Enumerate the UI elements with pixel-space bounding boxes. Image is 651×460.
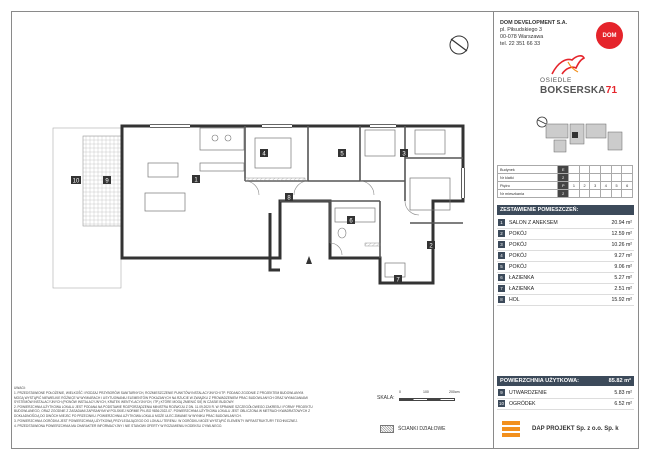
room-area: 9.27 m² (614, 253, 632, 259)
total-label: POWIERZCHNIA UŻYTKOWA: (500, 378, 580, 384)
sheet-divider (493, 11, 494, 449)
key-plan (536, 112, 626, 158)
dap-text: DAP PROJEKT Sp. z o.o. Sp. k (532, 426, 619, 432)
info-cell (611, 166, 622, 174)
extra-name: OGRÓDEK (509, 401, 536, 407)
total-value: 85.82 m² (608, 378, 631, 384)
plan-label-7: 7 (396, 277, 400, 284)
legend (380, 425, 446, 433)
info-row-apartment (498, 190, 633, 198)
extra-row (497, 399, 634, 410)
info-cell: 2 (579, 182, 590, 190)
extra-num: 10 (499, 401, 504, 406)
room-num: 7 (498, 285, 505, 292)
room-name: POKÓJ (509, 242, 527, 248)
plan-label-3: 3 (402, 151, 406, 158)
project-line2 (540, 85, 617, 96)
info-cell (579, 174, 590, 182)
plan-label-1: 1 (194, 177, 198, 184)
info-cell (622, 190, 633, 198)
room-row (497, 229, 634, 240)
info-cell (590, 174, 601, 182)
info-cell: 6 (622, 182, 633, 190)
company-info (500, 20, 567, 48)
note-2: 2. POWIERZCHNIA UŻYTKOWA LOKALU JEST PODANA NA PODSTAWIE ROZPORZĄDZENIA MINISTRA ROZWOJU Z DN. 11.09.2020 R. W SPRAWIE SZCZEGÓŁOWEGO ZAKRESU I FORMY PROJEKTU BUDOWLANEGO, ORAZ ZGODNIE Z ZASADAMI ZAPISANYMI W POLSKIEJ NORMIE PN-ISO 9836:2022-07. POWIERZCHNIA UŻYTKOWA LOKALU JEST OBLICZONA W METRACH KWADRATOWYCH Z DOKŁADNOŚCIĄ DO DWÓCH MIEJSC PO PRZECINKU. POWIERZCHNIA UŻYTKOWA LOKALU MOŻE ULEC ZMIANIE W WYNIKU PRAC BUDOWLANYCH. (14, 405, 313, 418)
dap-logo-icon (502, 421, 520, 439)
room-num: 6 (498, 274, 505, 281)
extra-name: UTWARDZENIE (509, 390, 547, 396)
info-cell (601, 166, 612, 174)
project-number: 71 (605, 85, 618, 96)
info-label: Budynek (498, 166, 558, 174)
plan-label-6: 6 (349, 218, 353, 225)
project-logo (540, 50, 630, 104)
room-name: ŁAZIENKA (509, 275, 535, 281)
room-num: 4 (498, 252, 505, 259)
room-area: 20.94 m² (611, 220, 632, 226)
legend-label: ŚCIANKI DZIAŁOWE (398, 426, 446, 432)
extra-row (497, 388, 634, 399)
room-row (497, 240, 634, 251)
rooms-title: ZESTAWIENIE POMIESZCZEŃ: (497, 205, 634, 215)
room-name: POKÓJ (509, 253, 527, 259)
info-label: Nr mieszkania (498, 190, 558, 198)
note-1: 1. PRZEDSTAWIONE POŁOŻENIE, WIELKOŚĆ I RODZAJ PRZYBORÓW SANITARNYCH, ROZMIESZCZENIE PUNKTÓW INSTALACYJNYCH ITP. PODANO ZGODNIE Z PROJEKTEM BUDOWLANYM. MOGĄ WYSTĄPIĆ NIEWIELKIE RÓŻNICE W WYMIARACH I USYTUOWANIU ELEMENTÓW POKAZANYCH NA RZUCIE W ZWIĄZKU Z PROWADZENIEM PRAC BUDOWLANYCH ORAZ WYMAGANIAMI SYSTEMÓW INSTALACYJNYCH (PIONÓW INSTALACYJNYCH, KRATEK WENTYLACYJNYCH, ITP.) KTÓRE MOGĄ ZMIENIĆ SIĘ W CZASIE BUDOWY. (14, 391, 308, 404)
rooms-list (497, 218, 634, 306)
info-cell: 3 (590, 182, 601, 190)
extra-area: 6.52 m² (614, 401, 632, 407)
compass-icon (447, 33, 471, 57)
info-cell (590, 166, 601, 174)
room-area: 2.51 m² (614, 286, 632, 292)
info-cell (601, 174, 612, 182)
info-cell (569, 174, 580, 182)
note-3: 3. POWIERZCHNIA OGRÓDKA JEST POWIERZCHNIĄ UŻYTKOWĄ PRZYLEGAJĄCEGO DO LOKALU TERENU. W OGRÓDKU MOŻE WYSTĄPIĆ ELEMENTY INFRASTRUKTURY TECHNICZNEJ. (14, 419, 298, 424)
extra-num: 9 (498, 389, 505, 396)
info-cell: 2 (558, 174, 569, 182)
project-line1: OSIEDLE (540, 77, 572, 84)
room-area: 15.92 m² (611, 297, 632, 303)
room-num: 5 (498, 263, 505, 270)
info-cell: 2 (558, 190, 569, 198)
scale-label: SKALA: (377, 395, 395, 401)
room-area: 10.26 m² (611, 242, 632, 248)
room-num: 1 (498, 219, 505, 226)
info-cell (611, 174, 622, 182)
info-cell: P (558, 182, 569, 190)
info-cell (611, 190, 622, 198)
info-cell (622, 174, 633, 182)
info-cell: 5 (611, 182, 622, 190)
info-label: Nr klatki (498, 174, 558, 182)
company-name: DOM DEVELOPMENT S.A. (500, 20, 568, 26)
extra-area: 5.83 m² (614, 390, 632, 396)
info-cell (569, 190, 580, 198)
scale-tick-1: 100 (423, 390, 429, 394)
info-cell (590, 190, 601, 198)
info-cell (622, 166, 633, 174)
plan-label-9: 9 (105, 178, 109, 185)
room-row (497, 273, 634, 284)
info-cell (579, 166, 590, 174)
room-row (497, 251, 634, 262)
room-name: POKÓJ (509, 231, 527, 237)
scale-tick-0: 0 (399, 390, 401, 394)
room-num: 2 (498, 230, 505, 237)
room-row (497, 262, 634, 273)
company-phone: tel. 22 351 66 33 (500, 41, 541, 47)
floor-plan (40, 18, 490, 298)
unit-info-table (497, 165, 633, 198)
plan-label-10: 10 (72, 178, 80, 185)
extras-list (497, 388, 634, 410)
room-area: 12.59 m² (611, 231, 632, 237)
note-4: 4. PRZEDSTAWIONA POWIERZCHNIA MA CHARAKTER INFORMACYJNY I NIE STANOWI OFERTY W ROZUMIENIU KODEKSU CYWILNEGO. (14, 424, 223, 429)
info-cell (569, 166, 580, 174)
plan-label-4: 4 (262, 151, 266, 158)
info-row-building (498, 166, 633, 174)
company-city: 00-078 Warszawa (500, 34, 544, 40)
scale-bar (399, 398, 455, 401)
info-row-staircase (498, 174, 633, 182)
dom-logo: DOM (596, 22, 623, 49)
info-label: Piętro (498, 182, 558, 190)
info-row-floor (498, 182, 633, 190)
info-cell (601, 190, 612, 198)
horse-icon (548, 52, 588, 78)
scale-tick-2: 200cm (449, 390, 460, 394)
room-area: 5.27 m² (614, 275, 632, 281)
total-area (497, 376, 634, 386)
room-row (497, 295, 634, 306)
room-name: POKÓJ (509, 264, 527, 270)
room-name: HOL (509, 297, 520, 303)
partition-swatch (380, 425, 394, 433)
plan-label-5: 5 (340, 151, 344, 158)
info-cell: 4 (601, 182, 612, 190)
room-area: 9.06 m² (614, 264, 632, 270)
dap-projekt (498, 420, 632, 442)
notes (14, 386, 314, 430)
plan-label-8: 8 (287, 195, 291, 202)
project-name: BOKSERSKA (540, 85, 606, 96)
room-row (497, 218, 634, 229)
room-name: SALON Z ANEKSEM (509, 220, 558, 226)
room-num: 3 (498, 241, 505, 248)
company-street: pl. Piłsudskiego 3 (500, 27, 542, 33)
room-num: 8 (498, 296, 505, 303)
info-cell (579, 190, 590, 198)
notes-title: UWAGI: (14, 386, 26, 390)
room-row (497, 284, 634, 295)
info-cell: 1 (569, 182, 580, 190)
info-cell: E (558, 166, 569, 174)
plan-label-2: 2 (429, 243, 433, 250)
room-name: ŁAZIENKA (509, 286, 535, 292)
